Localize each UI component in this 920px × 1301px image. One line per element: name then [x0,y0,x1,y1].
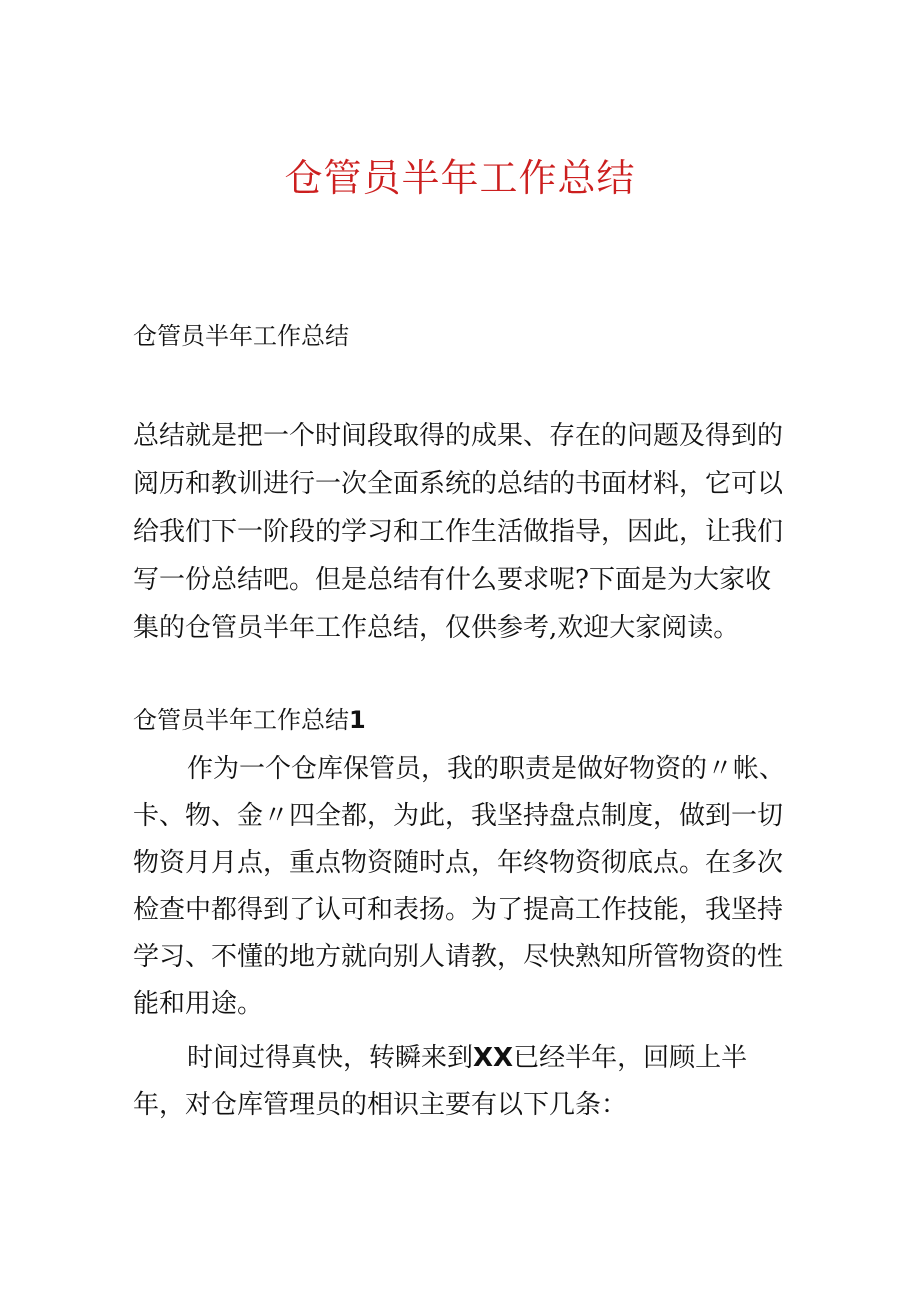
paragraph-2-year-placeholder: XX [473,1043,514,1073]
section-heading-text: 仓管员半年工作总结 [133,706,349,734]
document-subtitle: 仓管员半年工作总结 [133,322,349,350]
section-heading-number: 1 [349,706,366,734]
document-title: 仓管员半年工作总结 [284,156,636,200]
intro-paragraph: 总结就是把一个时间段取得的成果、存在的问题及得到的阅历和教训进行一次全面系统的总结的书面材料，它可以给我们下一阶段的学习和工作生活做指导，因此，让我们写一份总结吧。但是总结有什么要求呢?下面是为大家收集的仓管员半年工作总结，仅供参考,欢迎大家阅读。 [133,421,784,643]
section-heading [133,700,366,740]
paragraph-2-text-after: 已经半年，回顾上半年，对仓库管理员的相识主要有以下几条： [133,1043,748,1120]
body-paragraph-2 [133,1035,795,1129]
body-paragraph-1: 作为一个仓库保管员，我的职责是做好物资的〃帐、卡、物、金〃四全都，为此，我坚持盘点制度，做到一切物资月月点，重点物资随时点，年终物资彻底点。在多次检查中都得到了认可和表扬。为了提高工作技能，我坚持学习、不懂的地方就向别人请教，尽快熟知所管物资的性能和用途。 [133,754,786,1019]
paragraph-2-text-before: 时间过得真快，转瞬来到 [187,1043,474,1073]
